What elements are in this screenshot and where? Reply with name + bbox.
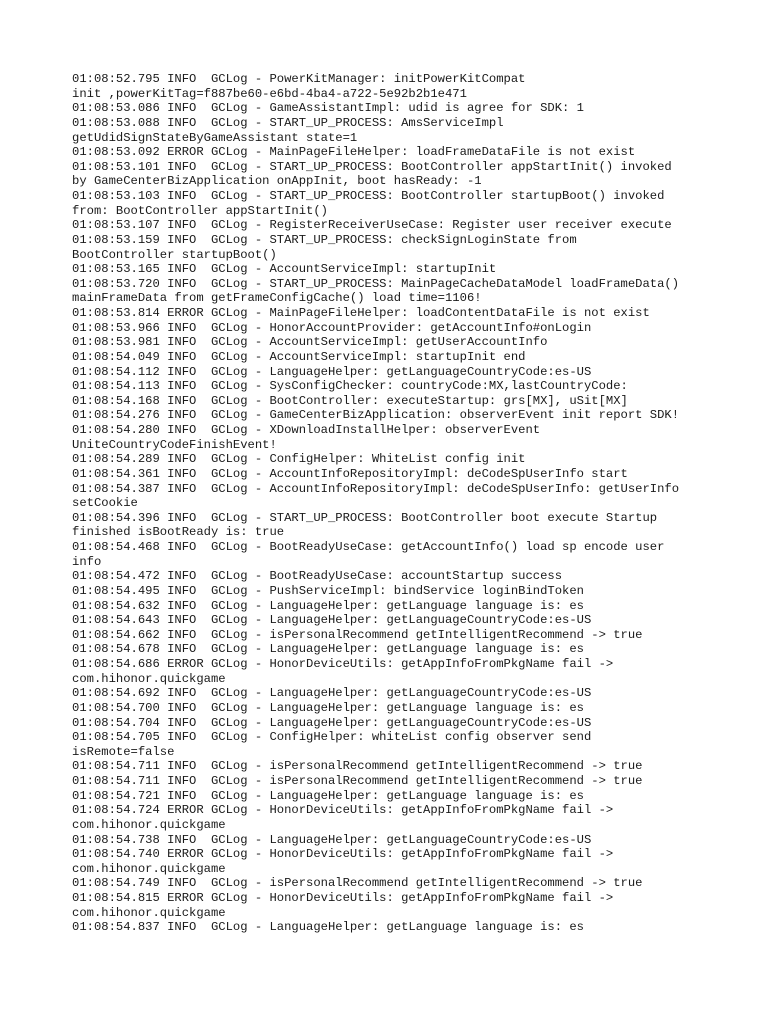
log-line: 01:08:54.749 INFO GCLog - isPersonalRecommend getIntelligentRecommend -> true (72, 876, 643, 891)
log-line: finished isBootReady is: true (72, 525, 285, 540)
log-line: 01:08:53.159 INFO GCLog - START_UP_PROCESS: checkSignLoginState from (72, 232, 577, 247)
log-line: 01:08:53.103 INFO GCLog - START_UP_PROCESS: BootController startupBoot() invoked (72, 189, 665, 203)
log-line: 01:08:53.107 INFO GCLog - RegisterReceiverUseCase: Register user receiver execute (72, 218, 672, 233)
log-line: 01:08:54.678 INFO GCLog - LanguageHelper: getLanguage language is: es (72, 642, 584, 657)
log-line: UniteCountryCodeFinishEvent! (72, 437, 277, 452)
log-line: 01:08:54.387 INFO GCLog - AccountInfoRepositoryImpl: deCodeSpUserInfo: getUserInfo (72, 481, 680, 496)
log-line: 01:08:54.837 INFO GCLog - LanguageHelper: getLanguage language is: es (72, 920, 584, 935)
log-line: 01:08:54.740 ERROR GCLog - HonorDeviceUtils: getAppInfoFromPkgName fail -> (72, 847, 614, 862)
log-line: 01:08:53.814 ERROR GCLog - MainPageFileHelper: loadContentDataFile is not exist (72, 306, 650, 320)
log-line: 01:08:54.711 INFO GCLog - isPersonalRecommend getIntelligentRecommend -> true (72, 774, 643, 788)
log-line: com.hihonor.quickgame (72, 671, 226, 686)
log-line: 01:08:54.700 INFO GCLog - LanguageHelper: getLanguage language is: es (72, 700, 584, 715)
log-line: 01:08:54.705 INFO GCLog - ConfigHelper: whiteList config observer send (72, 730, 592, 745)
log-line: 01:08:54.738 INFO GCLog - LanguageHelper: getLanguageCountryCode:es-US (72, 832, 592, 847)
log-line: 01:08:54.396 INFO GCLog - START_UP_PROCESS: BootController boot execute Startup (72, 510, 658, 525)
log-line: 01:08:54.686 ERROR GCLog - HonorDeviceUtils: getAppInfoFromPkgName fail -> (72, 657, 614, 671)
log-line: 01:08:54.721 INFO GCLog - LanguageHelper: getLanguage language is: es (72, 788, 584, 803)
log-line: 01:08:53.165 INFO GCLog - AccountServiceImpl: startupInit (72, 262, 497, 277)
log-line: com.hihonor.quickgame (72, 905, 226, 920)
log-line: 01:08:54.662 INFO GCLog - isPersonalRecommend getIntelligentRecommend -> true (72, 627, 643, 642)
log-line: 01:08:53.101 INFO GCLog - START_UP_PROCESS: BootController appStartInit() invoked (72, 159, 672, 174)
log-line: 01:08:54.289 INFO GCLog - ConfigHelper: WhiteList config init (72, 452, 526, 467)
log-line: 01:08:54.724 ERROR GCLog - HonorDeviceUtils: getAppInfoFromPkgName fail -> (72, 803, 614, 818)
log-line: isRemote=false (72, 744, 175, 759)
log-line: 01:08:54.112 INFO GCLog - LanguageHelper: getLanguageCountryCode:es-US (72, 364, 592, 379)
log-line: 01:08:53.086 INFO GCLog - GameAssistantImpl: udid is agree for SDK: 1 (72, 101, 584, 116)
log-line: 01:08:54.276 INFO GCLog - GameCenterBizApplication: observerEvent init report SDK! (72, 408, 680, 423)
log-line: 01:08:54.632 INFO GCLog - LanguageHelper: getLanguage language is: es (72, 598, 584, 613)
log-line: 01:08:54.280 INFO GCLog - XDownloadInstallHelper: observerEvent (72, 423, 541, 437)
log-line: 01:08:52.795 INFO GCLog - PowerKitManager: initPowerKitCompat (72, 72, 526, 86)
log-line: 01:08:54.113 INFO GCLog - SysConfigChecker: countryCode:MX,lastCountryCode: (72, 379, 628, 394)
log-line: 01:08:53.981 INFO GCLog - AccountServiceImpl: getUserAccountInfo (72, 335, 548, 350)
log-line: 01:08:54.495 INFO GCLog - PushServiceImpl: bindService loginBindToken (72, 583, 584, 598)
log-line: 01:08:54.472 INFO GCLog - BootReadyUseCase: accountStartup success (72, 569, 563, 584)
log-line: 01:08:54.815 ERROR GCLog - HonorDeviceUtils: getAppInfoFromPkgName fail -> (72, 891, 614, 905)
log-line: init ,powerKitTag=f887be60-e6bd-4ba4-a722-5e92b2b1e471 (72, 86, 467, 101)
log-line: 01:08:54.711 INFO GCLog - isPersonalRecommend getIntelligentRecommend -> true (72, 759, 643, 774)
log-line: 01:08:54.168 INFO GCLog - BootController: executeStartup: grs[MX], uSit[MX] (72, 393, 628, 408)
log-line: info (72, 554, 102, 569)
log-line: 01:08:54.643 INFO GCLog - LanguageHelper: getLanguageCountryCode:es-US (72, 613, 592, 628)
log-line: 01:08:53.092 ERROR GCLog - MainPageFileHelper: loadFrameDataFile is not exist (72, 145, 636, 160)
log-line: com.hihonor.quickgame (72, 817, 226, 832)
log-line: 01:08:53.088 INFO GCLog - START_UP_PROCESS: AmsServiceImpl (72, 115, 504, 130)
log-line: by GameCenterBizApplication onAppInit, boot hasReady: -1 (72, 174, 482, 189)
log-line: 01:08:54.692 INFO GCLog - LanguageHelper: getLanguageCountryCode:es-US (72, 686, 592, 701)
log-line: 01:08:54.049 INFO GCLog - AccountServiceImpl: startupInit end (72, 349, 526, 364)
log-line: com.hihonor.quickgame (72, 861, 226, 876)
log-line: BootController startupBoot() (72, 247, 277, 262)
log-line: getUdidSignStateByGameAssistant state=1 (72, 130, 358, 145)
log-line: 01:08:53.966 INFO GCLog - HonorAccountProvider: getAccountInfo#onLogin (72, 320, 592, 335)
log-line: from: BootController appStartInit() (72, 203, 328, 218)
log-line: setCookie (72, 496, 138, 511)
log-line: 01:08:54.468 INFO GCLog - BootReadyUseCase: getAccountInfo() load sp encode user (72, 540, 665, 554)
log-line: 01:08:54.704 INFO GCLog - LanguageHelper: getLanguageCountryCode:es-US (72, 715, 592, 730)
log-document (72, 72, 712, 935)
log-line: 01:08:53.720 INFO GCLog - START_UP_PROCESS: MainPageCacheDataModel loadFrameData() (72, 276, 680, 291)
log-line: mainFrameData from getFrameConfigCache() load time=1106! (72, 291, 482, 306)
log-line: 01:08:54.361 INFO GCLog - AccountInfoRepositoryImpl: deCodeSpUserInfo start (72, 466, 628, 481)
